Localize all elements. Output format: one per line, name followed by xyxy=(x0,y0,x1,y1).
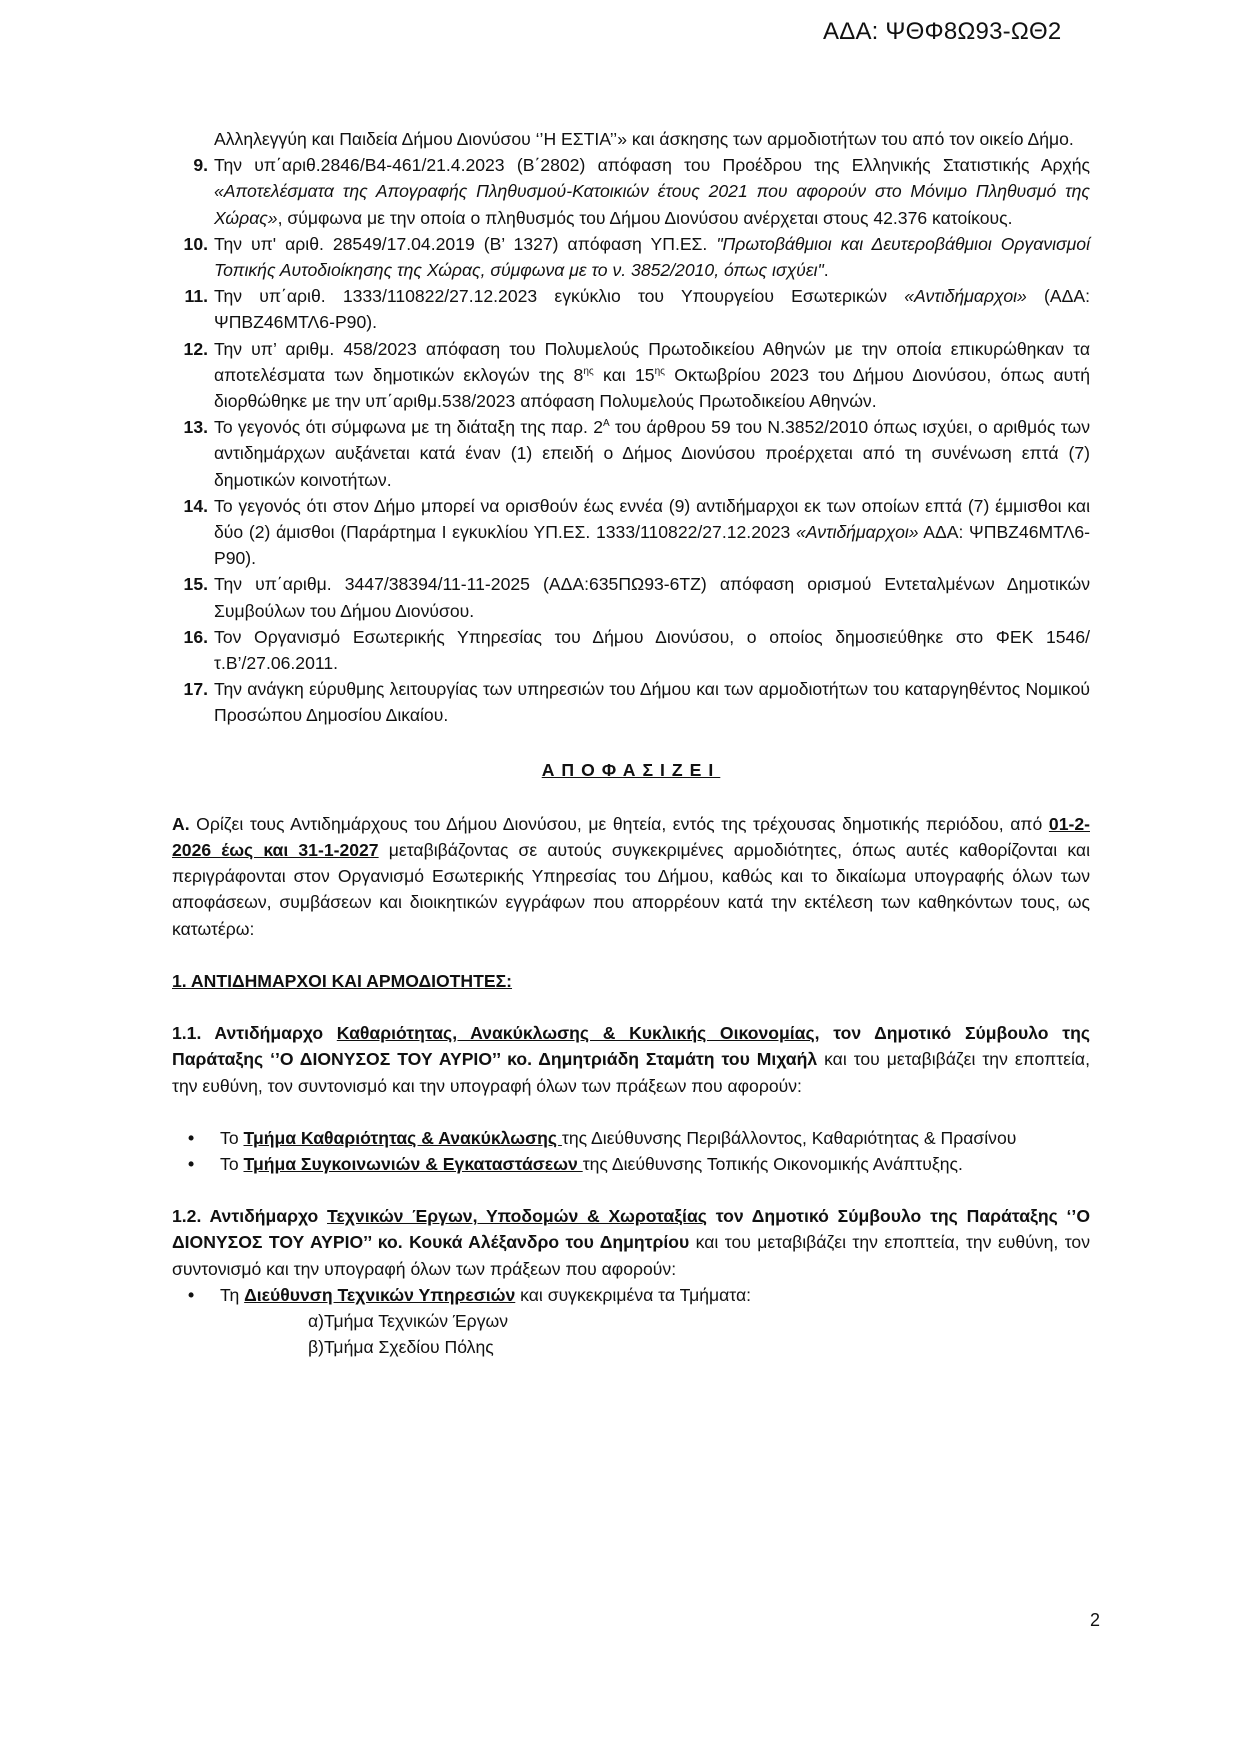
decision-heading: ΑΠΟΦΑΣΙΖΕΙ xyxy=(541,759,721,780)
bullet-item: • Το Τμήμα Συγκοινωνιών & Εγκαταστάσεων της Διεύθυνσης Τοπικής Οικονομικής Ανάπτυξης. xyxy=(176,1151,1090,1177)
portfolio-1-1: Καθαριότητας, Ανακύκλωσης & Κυκλικής Οικονομίας xyxy=(336,1023,815,1044)
item-number: 16. xyxy=(183,626,208,647)
bullet-item: • Τη Διεύθυνση Τεχνικών Υπηρεσιών και συγκεκριμένα τα Τμήματα: xyxy=(176,1282,1090,1308)
item-text: Την υπ΄αριθ. 1333/110822/27.12.2023 εγκύκλιο του Υπουργείου Εσωτερικών «Αντιδήμαρχοι» (ΑΔΑ: ΨΠΒΖ46ΜΤΛ6-Ρ90). xyxy=(214,286,1090,333)
subsection-1-2: 1.2. Αντιδήμαρχο Τεχνικών Έργων, Υποδομών & Χωροταξίας τον Δημοτικό Σύμβουλο της Παράταξης ‘’Ο ΔΙΟΝΥΣΟΣ ΤΟΥ ΑΥΡΙΟ’’ κο. Κουκά Αλέξανδρο του Δημητρίου και του μεταβιβάζει την εποπτεία, την ευθύνη, τον συντονισμό και την υπογραφή όλων των πράξεων που αφορούν: xyxy=(172,1206,1091,1279)
list-item xyxy=(172,231,1090,283)
subitem: α)Τμήμα Τεχνικών Έργων xyxy=(308,1310,509,1331)
list-item xyxy=(172,571,1090,623)
item-number: 13. xyxy=(183,417,208,438)
list-item xyxy=(172,493,1090,572)
item-text: Τον Οργανισμό Εσωτερικής Υπηρεσίας του Δήμου Διονύσου, ο οποίος δημοσιεύθηκε στο ΦΕΚ 1546/τ.Β’/27.06.2011. xyxy=(214,626,1090,674)
item-number: 9. xyxy=(193,155,208,176)
bullet-icon: • xyxy=(188,1153,195,1174)
item-text: Το γεγονός ότι στον Δήμο μπορεί να ορισθούν έως εννέα (9) αντιδήμαρχοι εκ των οποίων επτά (7) έμμισθοι και δύο (2) άμισθοι (Παράρτημα Ι εγκυκλίου ΥΠ.ΕΣ. 1333/110822/27.12.2023 «Αντιδήμαρχοι» ΑΔΑ: ΨΠΒΖ46ΜΤΛ6-Ρ90). xyxy=(214,495,1090,569)
item-text: Την υπ' αριθ. 28549/17.04.2019 (Β’ 1327) απόφαση ΥΠ.ΕΣ. "Πρωτοβάθμιοι και Δευτεροβάθμιοι Οργανισμοί Τοπικής Αυτοδιοίκησης της Χώρας, σύμφωνα με το ν. 3852/2010, όπως ισχύει". xyxy=(214,233,1090,281)
list-item xyxy=(172,336,1090,415)
list-item xyxy=(172,414,1090,493)
section-a-label: Α. xyxy=(172,813,190,834)
subitem: β)Τμήμα Σχεδίου Πόλης xyxy=(308,1337,494,1358)
list-item xyxy=(172,152,1090,231)
item-number: 11. xyxy=(184,286,208,307)
list-item xyxy=(172,624,1090,676)
item-text: Την ανάγκη εύρυθμης λειτουργίας των υπηρεσιών του Δήμου και των αρμοδιοτήτων του καταργηθέντος Νομικού Προσώπου Δημοσίου Δικαίου. xyxy=(214,679,1090,726)
bullet-icon: • xyxy=(188,1127,195,1148)
item-number: 15. xyxy=(183,574,208,595)
item-number: 14. xyxy=(183,495,208,516)
section-a-paragraph: Α. Ορίζει τους Αντιδημάρχους του Δήμου Διονύσου, με θητεία, εντός της τρέχουσας δημοτικής περιόδου, από 01-2-2026 έως και 31-1-2027 μεταβιβάζοντας σε αυτούς συγκεκριμένες αρμοδιότητες, όπως αυτές καθορίζονται και περιγράφονται στον Οργανισμό Εσωτερικής Υπηρεσίας του Δήμου, καθώς και το δικαίωμα υπογραφής όλων των αποφάσεων, συμβάσεων και διοικητικών εγγράφων που απορρέουν κατά την εκτέλεση των καθηκόντων τους, ως κατωτέρω: xyxy=(172,813,1090,939)
item-text: Το γεγονός ότι σύμφωνα με τη διάταξη της παρ. $2^A$ του άρθρου 59 του Ν.3852/2010 όπως ισχύει, ο αριθμός των αντιδημάρχων αυξάνεται κατά έναν (1) επειδή ο Δήμος Διονύσου προέρχεται από τη συνένωση επτά (7) δημοτικών κοινοτήτων. xyxy=(214,417,1090,490)
item-number: 17. xyxy=(183,679,208,700)
document-body xyxy=(172,126,1090,1360)
item-text: Την υπ΄αριθμ. 3447/38394/11-11-2025 (ΑΔΑ:635ΠΩ93-6ΤΖ) απόφαση ορισμού Εντεταλμένων Δημοτικών Συμβούλων του Δήμου Διονύσου. xyxy=(214,574,1090,621)
intro-continuation: Αλληλεγγύη και Παιδεία Δήμου Διονύσου ‘’Η ΕΣΤΙΑ’’» και άσκησης των αρμοδιοτήτων του από τον οικείο Δήμο. xyxy=(214,129,1074,149)
ada-identifier: ΑΔΑ: ΨΘΦ8Ω93-ΩΘ2 xyxy=(823,18,1062,45)
item-text: Την υπ΄αριθ.2846/Β4-461/21.4.2023 (Β΄2802) απόφαση του Προέδρου της Ελληνικής Στατιστικής Αρχής «Αποτελέσματα της Απογραφής Πληθυσμού-Κατοικιών έτους 2021 που αφορούν στο Μόνιμο Πληθυσμό της Χώρας», σύμφωνα με την οποία ο πληθυσμός του Δήμου Διονύσου ανέρχεται στους 42.376 κατοίκους. xyxy=(214,155,1090,228)
term-dates: 01-2-2026 έως και 31-1-2027 xyxy=(172,813,1090,861)
bullet-icon: • xyxy=(188,1284,195,1305)
item-number: 10. xyxy=(183,233,208,254)
list-item xyxy=(172,676,1090,728)
list-item xyxy=(172,283,1090,335)
section-1-title: 1. ΑΝΤΙΔΗΜΑΡΧΟΙ ΚΑΙ ΑΡΜΟΔΙΟΤΗΤΕΣ: xyxy=(172,970,513,991)
item-number: 12. xyxy=(183,338,208,359)
bullet-item: • Το Τμήμα Καθαριότητας & Ανακύκλωσης της Διεύθυνσης Περιβάλλοντος, Καθαριότητας & Πρασίνου xyxy=(176,1125,1090,1151)
item-text: Την υπ’ αριθμ. 458/2023 απόφαση του Πολυμελούς Πρωτοδικείου Αθηνών με την οποία επικυρώθηκαν τα αποτελέσματα των δημοτικών εκλογών της $8^{\eta\varsigma}$ και $15^{\eta\varsigma}$ Οκτωβρίου 2023 του Δήμου Διονύσου, όπως αυτή διορθώθηκε με την υπ΄αριθμ.538/2023 απόφαση Πολυμελούς Πρωτοδικείου Αθηνών. xyxy=(214,338,1090,412)
page-number: 2 xyxy=(1090,1610,1101,1630)
subsection-1-1: 1.1. Αντιδήμαρχο Καθαριότητας, Ανακύκλωσης & Κυκλικής Οικονομίας, τον Δημοτικό Σύμβουλο της Παράταξης ‘’Ο ΔΙΟΝΥΣΟΣ ΤΟΥ ΑΥΡΙΟ’’ κο. Δημητριάδη Σταμάτη του Μιχαήλ και του μεταβιβάζει την εποπτεία, την ευθύνη, τον συντονισμό και την υπογραφή όλων των πράξεων που αφορούν: xyxy=(172,1023,1090,1096)
portfolio-1-2: Τεχνικών Έργων, Υποδομών & Χωροταξίας xyxy=(327,1206,707,1227)
